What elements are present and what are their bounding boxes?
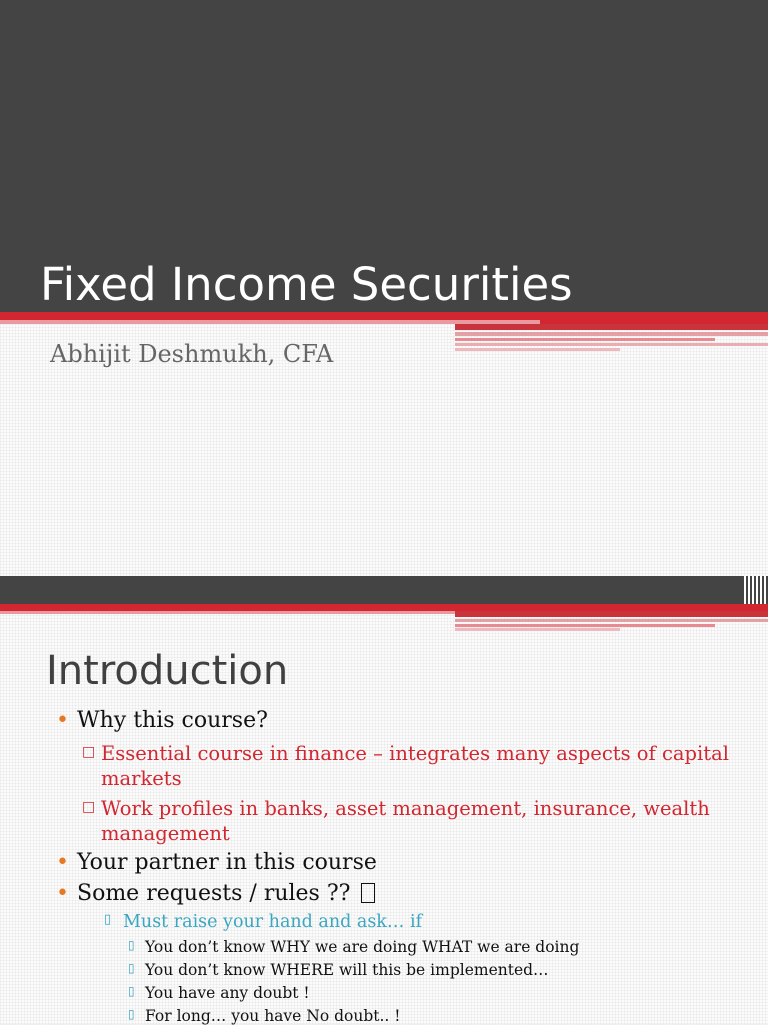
bullet-icon: •	[56, 881, 69, 906]
bullet-icon: •	[56, 708, 69, 733]
bullet-icon: •	[56, 850, 69, 875]
square-bullet-icon: □	[82, 799, 96, 815]
bullet-item: Why this course?	[77, 708, 268, 733]
missing-glyph-icon	[361, 883, 375, 903]
bullet-item: Some requests / rules ??	[77, 881, 375, 906]
sub-sub-bullet-item: You don’t know WHERE will this be implemented…	[145, 961, 549, 979]
bullet-item: Your partner in this course	[77, 850, 377, 875]
missing-glyph-bullet-icon: ▯	[128, 1007, 135, 1021]
missing-glyph-bullet-icon: ▯	[104, 912, 112, 927]
slide-title: Fixed Income Securities	[40, 258, 573, 311]
sub-bullet-item: Work profiles in banks, asset management, insurance, wealth management	[101, 797, 710, 845]
sub-sub-bullet-item: For long… you have No doubt.. !	[145, 1007, 401, 1025]
sub-sub-bullet-item: You have any doubt !	[145, 984, 310, 1002]
author-subtitle: Abhijit Deshmukh, CFA	[50, 340, 334, 368]
missing-glyph-bullet-icon: ▯	[128, 984, 135, 998]
missing-glyph-bullet-icon: ▯	[128, 961, 135, 975]
section-title: Introduction	[46, 648, 289, 694]
header-stripe-pattern	[744, 576, 768, 604]
missing-glyph-bullet-icon: ▯	[128, 938, 135, 952]
sub-bullet-item: Essential course in finance – integrates many aspects of capital markets	[101, 742, 729, 790]
content-slide-header	[0, 576, 768, 604]
sub-sub-bullet-item: You don’t know WHY we are doing WHAT we are doing	[145, 938, 580, 956]
sub-bullet-item: Must raise your hand and ask… if	[123, 912, 423, 932]
square-bullet-icon: □	[82, 744, 96, 760]
